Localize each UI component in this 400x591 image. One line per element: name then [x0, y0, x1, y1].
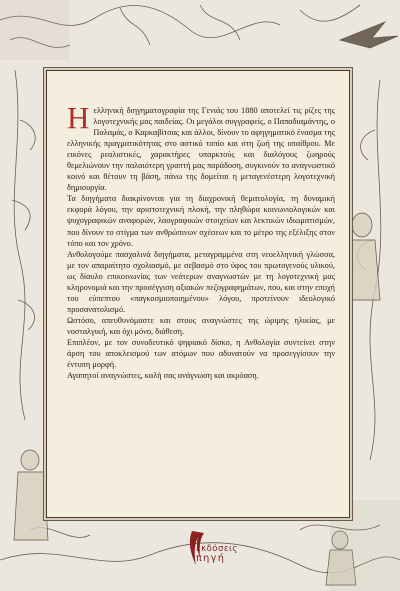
publisher-name — [196, 545, 238, 563]
paragraph-1 — [67, 100, 335, 193]
paragraph-4: Ωστόσο, απευθυνόμαστε και στους αναγνώστες της ώριμης ηλικίας, με νοσταλγική, και όχι μόνο, διάθεση. — [67, 315, 335, 336]
paragraph-6: Αγαπητοί αναγνώστες, καλή σας ανάγνωση και ακρόαση. — [67, 371, 259, 381]
paragraph-3: Ανθολογούμε πασχαλινά διηγήματα, μεταγραμμένα στη νεοελληνική γλώσσα, με τον απαραίτητο σχολιασμό, με σεβασμό στο ύφος του πρωτογενούς υλικού, ως δίαυλο επικοινωνίας των νεότερων αναγνωστών με τη λογοτεχνική μας κληρονομιά και την προσέγγιση αξιακών πεζογραφημάτων, που, και στην εποχή του εύπεπτου «παγκοσμιοποιημένου» λόγου, προτείνουν ιδεολογικό προσανατολισμό. — [67, 249, 335, 314]
publisher-line-1: εκδόσεις — [196, 544, 238, 554]
publisher-line-2: πηγή — [196, 553, 226, 564]
drop-cap: Η — [67, 100, 90, 135]
paragraph-2: Τα διηγήματα διακρίνονται για τη διαχρονική θεματολογία, τη δυναμική εκφορά λόγου, την αριστοτεχνική πλοκή, την πληθώρα κοινωνιολογικών και ψυχογραφικών αναφορών, λαογραφικών στοιχείων και λεκτικών ιδιωματισμών, που δίνουν το στίγμα των ανθρώπινων σχέσεων και το μέτρο της εξέλιξης στον τόπο και τον χρόνο. — [67, 194, 335, 248]
paragraph-1-text: ελληνική διηγηματογραφία της Γενιάς του 1880 αποτελεί τις ρίζες της λογοτεχνικής μας παιδείας. Οι μεγάλοι συγγραφείς, ο Παπαδιαμάντης, ο Παλαμάς, ο Καρκαβίτσας και άλλοι, δίνουν το αφηγηματικό ένασμα της ελληνικής πραγματικότητας στο αστικό τοπίο και στη ζωή της υπαίθρου. Με εικόνες ρεαλιστικές, χαρακτήρες υπαρκτούς και διαλόγους ζωηρούς θεμελιώνουν την παλαιότερη γραπτή μας παράδοση, συγκινούν το αναγνωστικό κοινό και θέτουν τη βάση, πάνω της δομείται η μεταγενέστερη λογοτεχνική δημιουργία. — [67, 106, 335, 193]
text-panel — [46, 70, 350, 518]
body-text — [67, 100, 335, 381]
paragraph-5: Επιπλέον, με τον συνοδευτικό ψηφιακό δίσκο, η Ανθολογία συντείνει στην άρση του αποκλεισμού των ατόμων που αδυνατούν να προσεγγίσουν την έντυπη μορφή. — [67, 337, 335, 370]
